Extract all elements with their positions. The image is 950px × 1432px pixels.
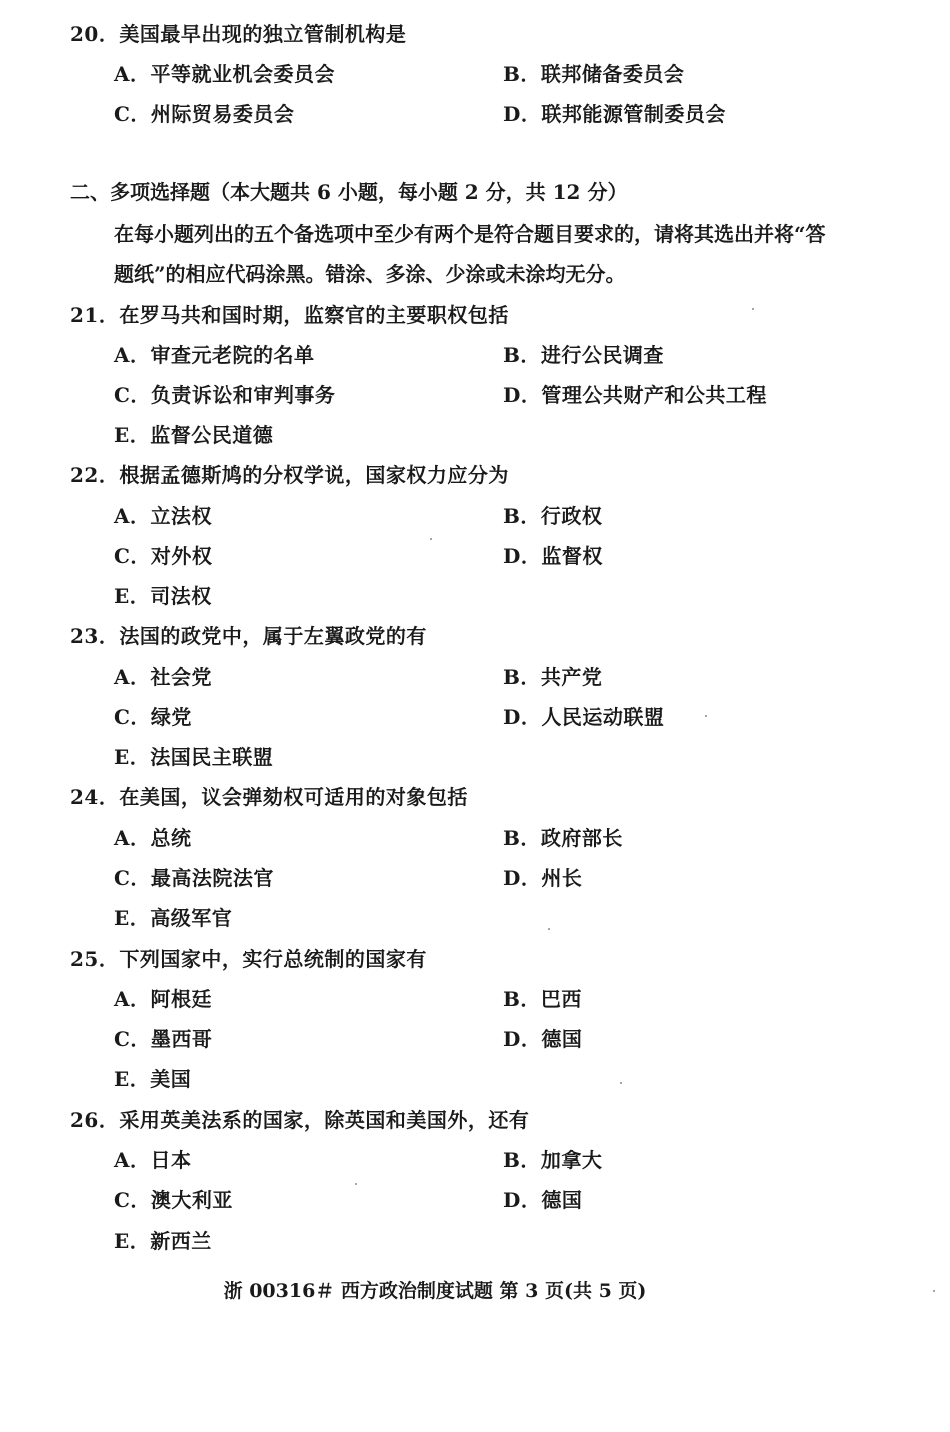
question-22-stem: 22．根据孟德斯鸠的分权学说，国家权力应分为	[70, 463, 509, 487]
section-2-instruction-line-2: 题纸”的相应代码涂黑。错涂、多涂、少涂或未涂均无分。	[114, 262, 626, 286]
section-2-instruction-line-1: 在每小题列出的五个备选项中至少有两个是符合题目要求的，请将其选出并将“答	[114, 222, 826, 246]
scan-speck	[933, 1290, 935, 1292]
question-25-option-c: C．墨西哥	[114, 1027, 213, 1051]
question-22-option-c: C．对外权	[114, 544, 213, 568]
question-21-option-c: C．负责诉讼和审判事务	[114, 383, 336, 407]
question-21-option-a: A．审查元老院的名单	[114, 343, 315, 367]
question-20-option-b: B．联邦储备委员会	[503, 62, 685, 86]
scan-speck	[548, 928, 550, 930]
scan-speck	[430, 538, 432, 540]
section-2-heading: 二、多项选择题（本大题共 6 小题，每小题 2 分，共 12 分）	[70, 180, 628, 204]
question-20-option-d: D．联邦能源管制委员会	[503, 102, 726, 126]
scan-speck	[752, 308, 754, 310]
question-21-option-e: E．监督公民道德	[114, 423, 274, 447]
question-26-option-d: D．德国	[503, 1188, 583, 1212]
scan-speck	[705, 715, 707, 717]
question-24-option-a: A．总统	[114, 826, 192, 850]
question-26-option-c: C．澳大利亚	[114, 1188, 233, 1212]
question-22-option-a: A．立法权	[114, 504, 213, 528]
question-25-option-d: D．德国	[503, 1027, 583, 1051]
question-22-option-b: B．行政权	[503, 504, 603, 528]
question-20-stem: 20．美国最早出现的独立管制机构是	[70, 22, 407, 46]
question-24-option-b: B．政府部长	[503, 826, 623, 850]
question-23-option-e: E．法国民主联盟	[114, 745, 274, 769]
question-24-option-c: C．最高法院法官	[114, 866, 274, 890]
scan-speck	[620, 1082, 622, 1084]
question-23-option-a: A．社会党	[114, 665, 213, 689]
question-23-option-b: B．共产党	[503, 665, 603, 689]
question-20-option-a: A．平等就业机会委员会	[114, 62, 336, 86]
question-23-option-c: C．绿党	[114, 705, 192, 729]
question-26-option-e: E．新西兰	[114, 1229, 212, 1253]
question-22-option-d: D．监督权	[503, 544, 603, 568]
question-23-option-d: D．人民运动联盟	[503, 705, 665, 729]
question-24-option-e: E．高级军官	[114, 906, 233, 930]
question-20-option-c: C．州际贸易委员会	[114, 102, 295, 126]
question-22-option-e: E．司法权	[114, 584, 212, 608]
question-21-stem: 21．在罗马共和国时期，监察官的主要职权包括	[70, 303, 509, 327]
scan-speck	[355, 1183, 357, 1185]
question-23-stem: 23．法国的政党中，属于左翼政党的有	[70, 624, 427, 648]
question-24-stem: 24．在美国，议会弹劾权可适用的对象包括	[70, 785, 468, 809]
question-25-option-a: A．阿根廷	[114, 987, 213, 1011]
question-26-stem: 26．采用英美法系的国家，除英国和美国外，还有	[70, 1108, 530, 1132]
question-26-option-a: A．日本	[114, 1148, 192, 1172]
question-25-option-b: B．巴西	[503, 987, 582, 1011]
question-25-stem: 25．下列国家中，实行总统制的国家有	[70, 947, 427, 971]
question-21-option-b: B．进行公民调查	[503, 343, 664, 367]
question-26-option-b: B．加拿大	[503, 1148, 603, 1172]
page-footer: 浙 00316＃ 西方政治制度试题 第 3 页(共 5 页)	[223, 1280, 647, 1302]
question-25-option-e: E．美国	[114, 1067, 192, 1091]
question-21-option-d: D．管理公共财产和公共工程	[503, 383, 767, 407]
question-24-option-d: D．州长	[503, 866, 583, 890]
